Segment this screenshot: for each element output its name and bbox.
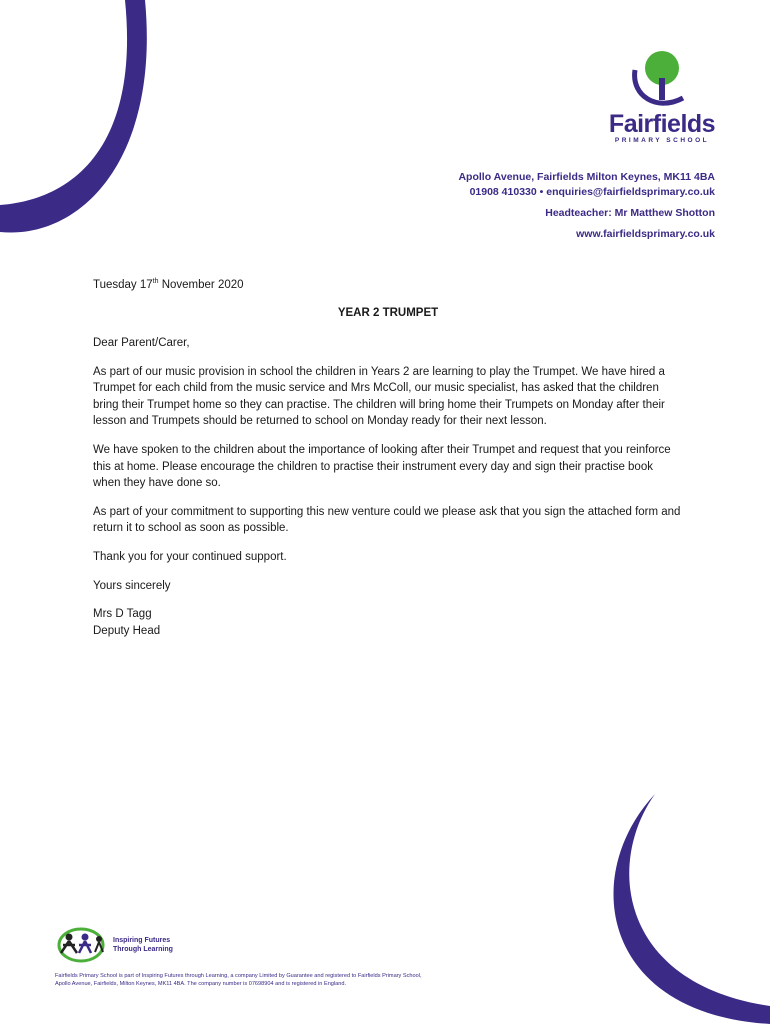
logo-name: Fairfields [608,110,716,138]
school-logo [605,48,725,148]
people-circle-logo-icon [55,925,107,965]
trust-logo [55,925,215,965]
headteacher-line: Headteacher: Mr Matthew Shotton [545,207,715,219]
signatory-name: Mrs D Tagg [93,608,152,621]
contact-line: 01908 410330 • enquiries@fairfieldsprimary.co.uk [469,186,715,198]
paragraph-1: As part of our music provision in school the children in Years 2 are learning to play the Trumpet. We have hired a Trumpet for each child from the music service and Mrs McColl, our music specialist, has asked that the children bring their Trumpet home so they can practise. The children will bring home their Trumpets on Monday after their lesson and Trumpets should be returned to school on Monday ready for their next lesson. [93,365,665,428]
logo-subtitle: PRIMARY SCHOOL [614,137,710,144]
bottom-swoosh-decoration [600,784,770,1024]
address-line: Apollo Avenue, Fairfields Milton Keynes, MK11 4BA [458,171,715,183]
paragraph-2: We have spoken to the children about the importance of looking after their Trumpet and request that you reinforce this at home. Please encourage the children to practise their instrument every day and sign their practise book when they have done so. [93,443,671,490]
paragraph-4: Thank you for your continued support. [93,550,287,563]
legal-footer [55,972,515,988]
trust-tagline: Inspiring Futures Through Learning [113,937,173,953]
website-link[interactable]: www.fairfieldsprimary.co.uk [576,228,715,240]
salutation: Dear Parent/Carer, [93,337,190,350]
school-address-block [458,170,715,242]
signatory-role: Deputy Head [93,624,161,637]
letter-heading: YEAR 2 TRUMPET [337,307,439,320]
tree-logo-icon [627,48,697,110]
letter-body [93,274,683,639]
paragraph-3: As part of your commitment to supporting this new venture could we please ask that you sign the attached form and return it to school as soon as possible. [93,505,681,535]
legal-line-1: Fairfields Primary School is part of Inspiring Futures through Learning, a company Limited by Guarantee and registered to Fairfields Primary School, [55,973,422,979]
legal-line-2: Apollo Avenue, Fairfields, Milton Keynes, MK11 4BA. The company number is 07698904 and is registered in England. [55,981,347,987]
closing: Yours sincerely [93,579,171,592]
top-swoosh-decoration [0,0,150,240]
letter-date: Tuesday 17th November 2020 [93,278,244,291]
